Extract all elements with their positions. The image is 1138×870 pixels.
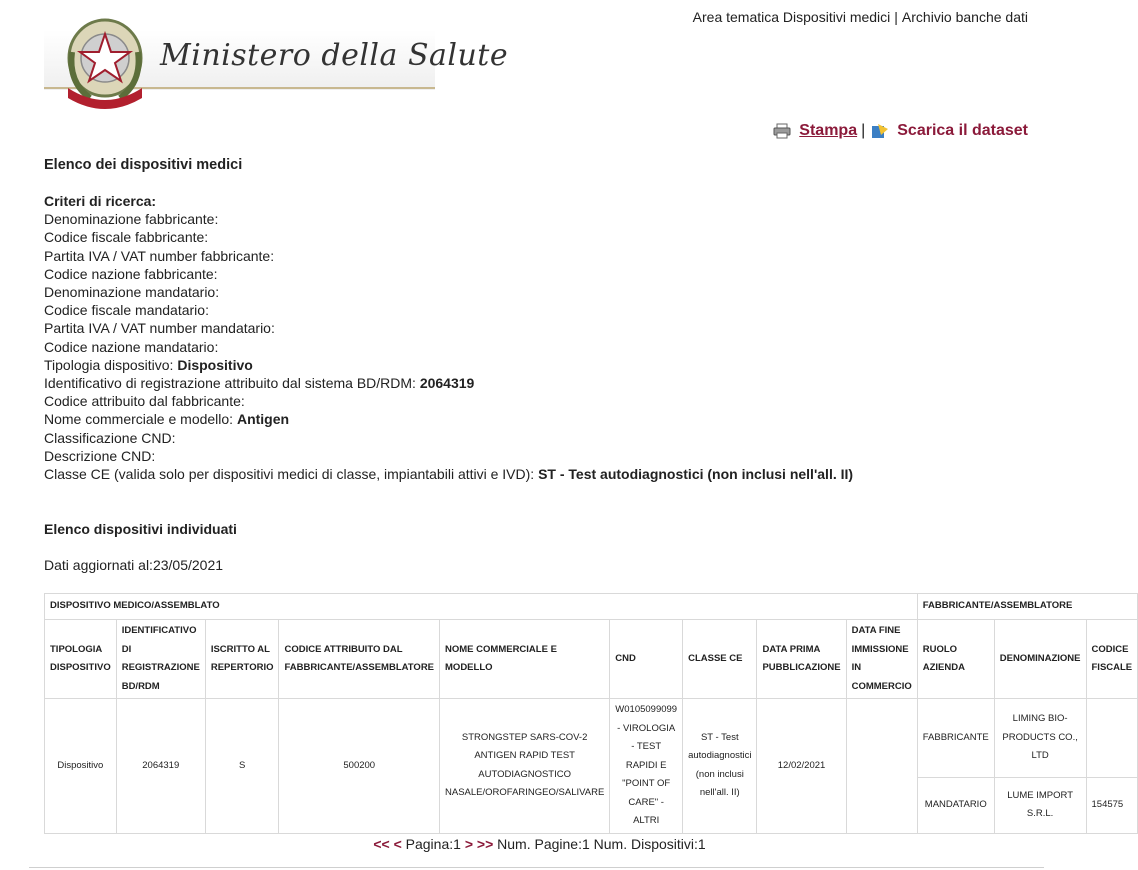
criteria-row: [44, 301, 853, 319]
criteria-label: Codice attribuito dal fabbricante:: [44, 393, 245, 410]
column-header: RUOLO AZIENDA: [917, 620, 994, 699]
actions-separator: |: [861, 122, 866, 139]
top-links-separator: |: [894, 9, 898, 25]
results-heading: Elenco dispositivi individuati: [44, 521, 237, 537]
criteria-value: 2064319: [419, 375, 475, 392]
criteria-label: Partita IVA / VAT number mandatario:: [44, 320, 275, 337]
cell-ruolo: MANDATARIO: [917, 778, 994, 833]
criteria-row: [44, 338, 853, 356]
link-area-tematica[interactable]: Area tematica Dispositivi medici: [692, 9, 891, 25]
criteria-row: [44, 319, 853, 337]
pagination: [0, 836, 1079, 852]
results-table: [44, 593, 1138, 834]
download-dataset-link[interactable]: Scarica il dataset: [897, 122, 1028, 139]
criteria-row: [44, 265, 853, 283]
logo-text: Ministero della Salute: [160, 38, 509, 73]
table-row: [45, 699, 1138, 778]
next-page-link[interactable]: >: [464, 836, 473, 852]
search-criteria: [44, 192, 853, 483]
criteria-row: [44, 410, 853, 428]
criteria-value: Dispositivo: [177, 356, 253, 373]
criteria-row: [44, 356, 853, 374]
cell-classe: ST - Test autodiagnostici (non inclusi nell'all. II): [683, 699, 757, 834]
prev-page-link[interactable]: <: [393, 836, 402, 852]
criteria-row: [44, 283, 853, 301]
updated-date: Dati aggiornati al:23/05/2021: [44, 557, 224, 573]
criteria-value: Antigen: [236, 411, 290, 428]
criteria-label: Tipologia dispositivo:: [44, 356, 174, 373]
print-link[interactable]: Stampa: [799, 122, 858, 139]
criteria-heading: Criteri di ricerca:: [44, 193, 157, 209]
cell-denominazione: LUME IMPORT S.R.L.: [994, 778, 1086, 833]
criteria-label: Descrizione CND:: [44, 447, 156, 464]
pagination-summary: Num. Pagine:1 Num. Dispositivi:1: [497, 836, 706, 852]
criteria-label: Denominazione mandatario:: [44, 284, 220, 301]
criteria-label: Codice fiscale fabbricante:: [44, 229, 209, 246]
criteria-row: [44, 247, 853, 265]
results-table-container: [44, 593, 1133, 826]
page-indicator: Pagina:1: [405, 836, 461, 852]
column-header: CND: [610, 620, 683, 699]
cell-denominazione: LIMING BIO-PRODUCTS CO., LTD: [994, 699, 1086, 778]
criteria-label: Partita IVA / VAT number fabbricante:: [44, 247, 275, 264]
column-header: CLASSE CE: [683, 620, 757, 699]
first-page-link[interactable]: <<: [373, 836, 390, 852]
cell-nome: STRONGSTEP SARS-COV-2 ANTIGEN RAPID TEST AUTODIAGNOSTICO NASALE/OROFARINGEO/SALIVARE: [440, 699, 610, 834]
column-header: NOME COMMERCIALE E MODELLO: [440, 620, 610, 699]
last-page-link[interactable]: >>: [476, 836, 494, 852]
link-archivio-banche-dati[interactable]: Archivio banche dati: [901, 9, 1028, 25]
column-header: DENOMINAZIONE: [994, 620, 1086, 699]
top-links: [693, 9, 1028, 25]
cell-codice-fiscale: [1086, 699, 1138, 778]
criteria-row: [44, 429, 853, 447]
actions-bar: [773, 122, 1028, 140]
cell-data-pubblicazione: 12/02/2021: [757, 699, 846, 834]
cell-codice-fiscale: 154575: [1086, 778, 1138, 833]
criteria-row: [44, 228, 853, 246]
criteria-row: [44, 465, 853, 483]
dataset-download-icon[interactable]: [871, 123, 889, 139]
column-header: IDENTIFICATIVO DI REGISTRAZIONE BD/RDM: [116, 620, 205, 699]
republic-emblem-icon: [58, 12, 152, 117]
criteria-row: [44, 374, 853, 392]
cell-iscritto: S: [205, 699, 279, 834]
criteria-row: [44, 392, 853, 410]
footer-divider: [29, 867, 1044, 868]
criteria-label: Classe CE (valida solo per dispositivi medici di classe, impiantabili attivi e IVD):: [44, 466, 535, 483]
criteria-label: Identificativo di registrazione attribuito dal sistema BD/RDM:: [44, 375, 416, 392]
criteria-label: Nome commerciale e modello:: [44, 411, 234, 428]
criteria-row: [44, 210, 853, 228]
cell-codice: 500200: [279, 699, 440, 834]
column-header: TIPOLOGIA DISPOSITIVO: [45, 620, 117, 699]
criteria-label: Codice nazione mandatario:: [44, 338, 219, 355]
criteria-value: ST - Test autodiagnostici (non inclusi nell'all. II): [538, 466, 854, 483]
cell-tipologia: Dispositivo: [45, 699, 117, 834]
criteria-label: Codice fiscale mandatario:: [44, 302, 209, 319]
column-header: ISCRITTO AL REPERTORIO: [205, 620, 279, 699]
group-header-dispositivo: DISPOSITIVO MEDICO/ASSEMBLATO: [45, 594, 918, 620]
criteria-label: Codice nazione fabbricante:: [44, 265, 218, 282]
group-header-fabbricante: FABBRICANTE/ASSEMBLATORE: [917, 594, 1137, 620]
criteria-row: [44, 447, 853, 465]
cell-data-fine: [846, 699, 917, 834]
column-header: CODICE FISCALE: [1086, 620, 1138, 699]
cell-cnd: W0105099099 - VIROLOGIA - TEST RAPIDI E "POINT OF CARE" - ALTRI: [610, 699, 683, 834]
column-header: DATA PRIMA PUBBLICAZIONE: [757, 620, 846, 699]
cell-identificativo: 2064319: [116, 699, 205, 834]
cell-ruolo: FABBRICANTE: [917, 699, 994, 778]
column-header: CODICE ATTRIBUITO DAL FABBRICANTE/ASSEMBLATORE: [279, 620, 440, 699]
printer-icon[interactable]: [773, 123, 791, 139]
criteria-label: Classificazione CND:: [44, 429, 176, 446]
criteria-label: Denominazione fabbricante:: [44, 211, 219, 228]
column-header: DATA FINE IMMISSIONE IN COMMERCIO: [846, 620, 917, 699]
page-title: Elenco dei dispositivi medici: [44, 157, 243, 173]
